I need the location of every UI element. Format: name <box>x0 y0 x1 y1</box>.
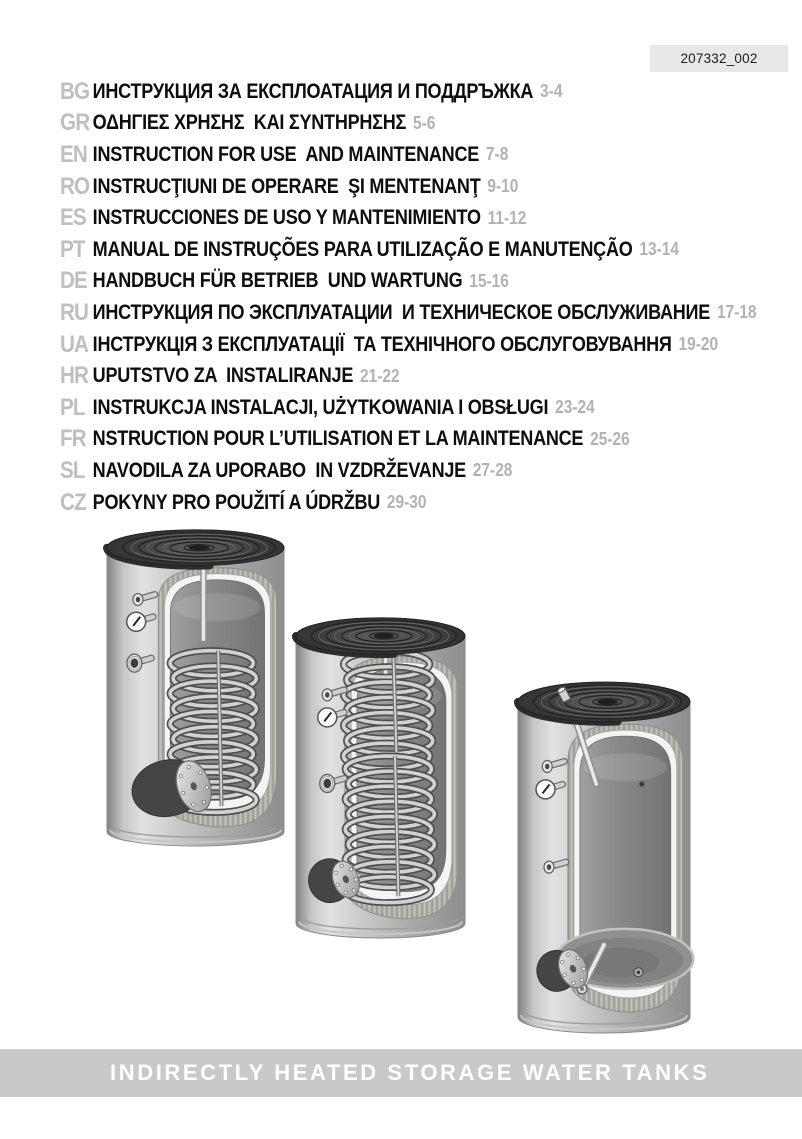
page-range: 5-6 <box>413 112 436 133</box>
language-code: PT <box>60 235 85 263</box>
manual-title: ИНСТРУКЦИЯ ЗА ЕКСПЛОАТАЦИЯ И ПОДДРЪЖКА <box>92 79 534 103</box>
language-code: UA <box>60 330 89 358</box>
language-code: BG <box>60 77 90 105</box>
banner-title: INDIRECTLY HEATED STORAGE WATER TANKS <box>110 1060 710 1085</box>
manual-title: NAVODILA ZA UPORABO IN VZDRŽEVANJE <box>92 458 466 482</box>
tank-double-coil <box>296 618 465 938</box>
language-code: SL <box>60 456 85 484</box>
language-code: GR <box>60 109 90 137</box>
page-range: 11-12 <box>487 207 527 228</box>
language-code: ES <box>60 204 86 232</box>
manual-title: POKYNY PRO POUŽITÍ A ÚDRŽBU <box>92 490 381 514</box>
language-code: EN <box>60 140 87 168</box>
manual-title: INSTRUCCIONES DE USO Y MANTENIMIENTO <box>92 206 481 230</box>
language-code: PL <box>60 393 85 421</box>
language-code: HR <box>60 362 89 390</box>
page-range: 7-8 <box>485 144 509 165</box>
page-range: 21-22 <box>360 365 400 386</box>
manual-title: ИНСТРУКЦИЯ ПО ЭКСПЛУАТАЦИИ И ТЕХНИЧЕСКОЕ ОБСЛУЖИВАНИЕ <box>92 300 711 324</box>
tank-buffer-no-coil <box>518 682 693 1033</box>
manual-title: ΟΔΗΓΙΕΣ ΧΡΗΣΗΣ ΚΑΙ ΣΥΝΤΗΡΗΣΗΣ <box>92 111 407 135</box>
manual-title: INSTRUCŢIUNI DE OPERARE ŞI MENTENANŢ <box>92 174 481 198</box>
manual-title: MANUAL DE INSTRUÇÕES PARA UTILIZAÇÃO E MANUTENÇÃO <box>92 237 633 261</box>
manual-title: INSTRUCTION FOR USE AND MAINTENANCE <box>92 142 480 166</box>
manual-title: HANDBUCH FÜR BETRIEB UND WARTUNG <box>92 269 463 293</box>
page-range: 25-26 <box>590 428 630 449</box>
page-range: 27-28 <box>472 460 513 481</box>
footer-banner <box>0 1049 802 1097</box>
page-range: 19-20 <box>678 334 719 355</box>
language-code: CZ <box>60 488 86 516</box>
tank-single-coil <box>107 530 284 846</box>
language-code: RU <box>60 298 89 326</box>
language-code: RO <box>60 172 90 200</box>
page-range: 3-4 <box>540 81 563 102</box>
language-code: DE <box>60 267 87 295</box>
manual-title: INSTRUKCJA INSTALACJI, UŻYTKOWANIA I OBSŁUGI <box>92 395 549 419</box>
page-range: 15-16 <box>469 270 509 291</box>
manual-title: NSTRUCTION POUR L’UTILISATION ET LA MAINTENANCE <box>92 427 584 451</box>
language-code: FR <box>60 425 86 453</box>
page-range: 17-18 <box>716 302 757 323</box>
page-range: 13-14 <box>639 239 680 260</box>
manual-title: ІНСТРУКЦІЯ З ЕКСПЛУАТАЦІЇ ТА ТЕХНІЧНОГО ОБСЛУГОВУВАННЯ <box>92 332 672 356</box>
manual-title: UPUTSTVO ZA INSTALIRANJE <box>92 364 354 388</box>
document-code: 207332_002 <box>680 51 758 66</box>
page-range: 23-24 <box>555 397 595 418</box>
page-range: 29-30 <box>386 492 427 513</box>
page-range: 9-10 <box>487 176 519 197</box>
